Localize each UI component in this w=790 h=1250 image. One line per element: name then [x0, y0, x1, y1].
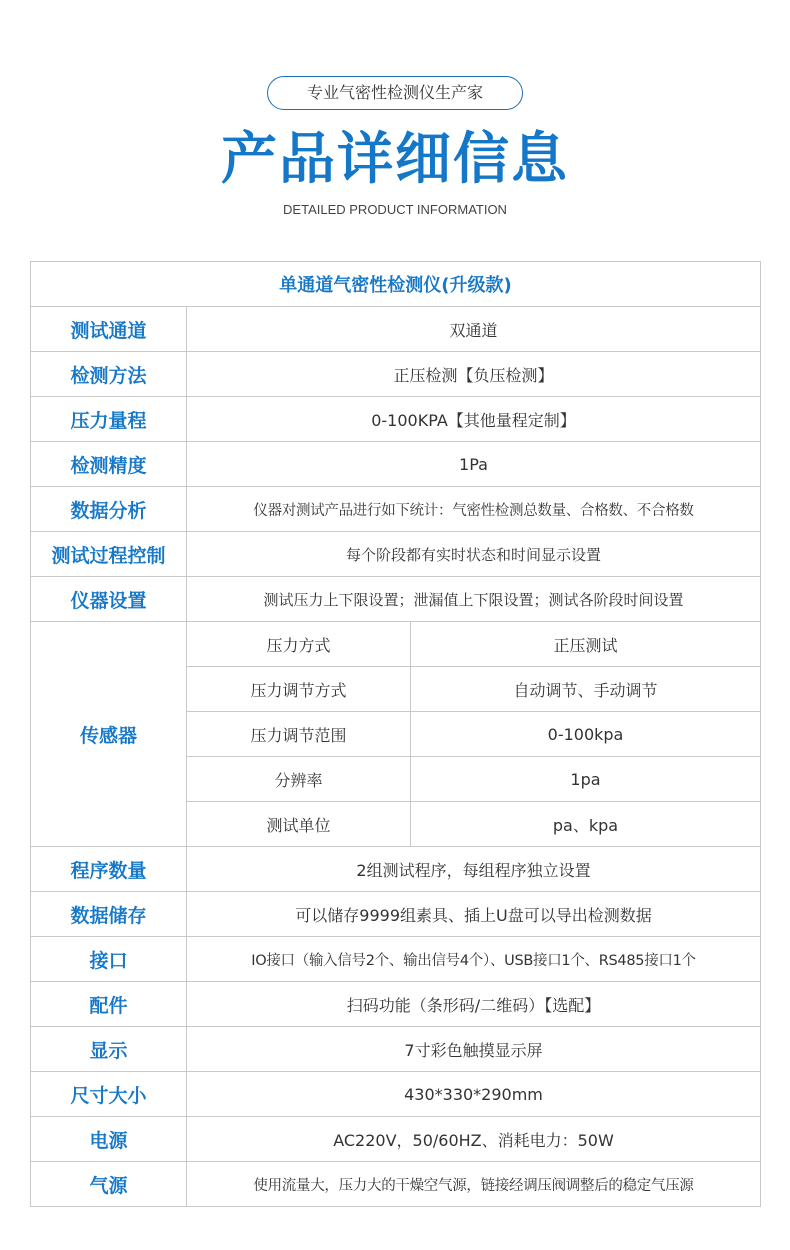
- spec-label: 尺寸大小: [31, 1072, 187, 1117]
- sensor-item-value: 1pa: [411, 757, 761, 802]
- spec-value: 7寸彩色触摸显示屏: [187, 1027, 761, 1072]
- spec-value: 1Pa: [187, 442, 761, 487]
- table-row: [31, 1117, 761, 1162]
- spec-value: 0-100KPA【其他量程定制】: [187, 397, 761, 442]
- table-row: [31, 847, 761, 892]
- spec-value: 可以储存9999组素具、插上U盘可以导出检测数据: [187, 892, 761, 937]
- page-subtitle: DETAILED PRODUCT INFORMATION: [283, 202, 507, 217]
- spec-label: 测试过程控制: [31, 532, 187, 577]
- spec-value: 测试压力上下限设置；泄漏值上下限设置；测试各阶段时间设置: [187, 577, 761, 622]
- sensor-item-name: 分辨率: [187, 757, 411, 802]
- table-row: [31, 532, 761, 577]
- table-row: [31, 892, 761, 937]
- table-row: [31, 442, 761, 487]
- manufacturer-badge: 专业气密性检测仪生产家: [267, 76, 523, 110]
- table-row: [31, 1072, 761, 1117]
- sensor-item-name: 测试单位: [187, 802, 411, 847]
- sensor-item-value: 0-100kpa: [411, 712, 761, 757]
- sensor-item-name: 压力方式: [187, 622, 411, 667]
- table-row: [31, 487, 761, 532]
- header: [0, 0, 790, 250]
- spec-label: 数据分析: [31, 487, 187, 532]
- sensor-row: [31, 622, 761, 667]
- spec-value: 双通道: [187, 307, 761, 352]
- sensor-item-value: pa、kpa: [411, 802, 761, 847]
- spec-label: 仪器设置: [31, 577, 187, 622]
- spec-value: 扫码功能（条形码/二维码）【选配】: [187, 982, 761, 1027]
- spec-value: AC220V，50/60HZ、消耗电力：50W: [187, 1117, 761, 1162]
- spec-value: 430*330*290mm: [187, 1072, 761, 1117]
- spec-value: 正压检测【负压检测】: [187, 352, 761, 397]
- table-row: [31, 577, 761, 622]
- sensor-item-value: 正压测试: [411, 622, 761, 667]
- spec-value: 2组测试程序，每组程序独立设置: [187, 847, 761, 892]
- spec-label: 数据储存: [31, 892, 187, 937]
- sensor-item-value: 自动调节、手动调节: [411, 667, 761, 712]
- spec-value: 使用流量大，压力大的干燥空气源，链接经调压阀调整后的稳定气压源: [187, 1162, 761, 1207]
- sensor-label: 传感器: [31, 622, 187, 847]
- spec-label: 电源: [31, 1117, 187, 1162]
- spec-value: 仪器对测试产品进行如下统计：气密性检测总数量、合格数、不合格数: [187, 487, 761, 532]
- spec-label: 程序数量: [31, 847, 187, 892]
- table-row: [31, 352, 761, 397]
- spec-label: 接口: [31, 937, 187, 982]
- table-title-row: [31, 262, 761, 307]
- table-row: [31, 937, 761, 982]
- spec-label: 显示: [31, 1027, 187, 1072]
- spec-label: 检测方法: [31, 352, 187, 397]
- spec-label: 测试通道: [31, 307, 187, 352]
- table-row: [31, 397, 761, 442]
- spec-label: 检测精度: [31, 442, 187, 487]
- spec-value: 每个阶段都有实时状态和时间显示设置: [187, 532, 761, 577]
- table-title: 单通道气密性检测仪(升级款): [31, 262, 761, 307]
- table-row: [31, 1027, 761, 1072]
- spec-value: IO接口（输入信号2个、输出信号4个）、USB接口1个、RS485接口1个: [187, 937, 761, 982]
- table-row: [31, 982, 761, 1027]
- spec-label: 压力量程: [31, 397, 187, 442]
- page-title: 产品详细信息: [221, 127, 569, 192]
- sensor-item-name: 压力调节方式: [187, 667, 411, 712]
- table-row: [31, 1162, 761, 1207]
- spec-label: 配件: [31, 982, 187, 1027]
- sensor-item-name: 压力调节范围: [187, 712, 411, 757]
- table-row: [31, 307, 761, 352]
- spec-label: 气源: [31, 1162, 187, 1207]
- spec-table: [30, 261, 761, 1207]
